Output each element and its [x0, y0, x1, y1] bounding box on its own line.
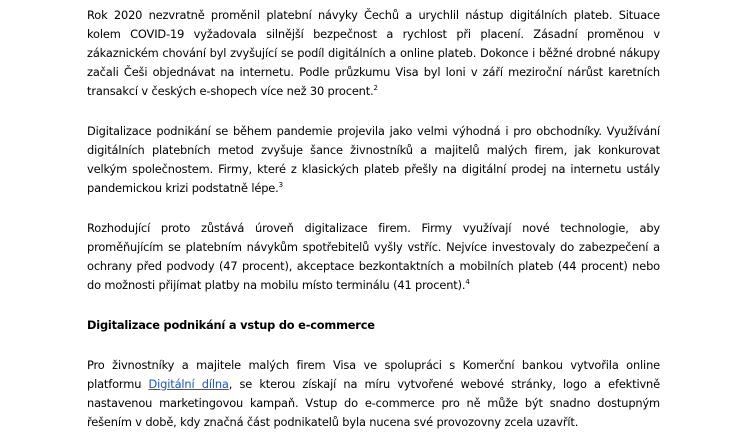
paragraph-text-after-link: , se kterou získají na míru vytvořené webové stránky, logo a efektivně nastavenou marketingovou kampaň. Vstup do e-commerce pro ně může být snadno dostupným řešením v době, kdy značná část podnikatelů byla nucena své provozovny zcela uzavřít.	[87, 377, 660, 429]
paragraph-text-before-link: Pro živnostníky a majitele malých firem Visa ve spolupráci s Komerční bankou vytvořila online platformu	[87, 358, 660, 391]
paragraph-text: Rozhodující proto zůstává úroveň digitalizace firem. Firmy využívají nové technologie, aby proměňujícím se platebním návykům spotřebitelů vyšly vstříc. Nejvíce investovaly do zabezpečení a ochrany před podvody (47 procent), akceptace bezkontaktních a mobilních plateb (44 procent) nebo do možnosti přijímat platby na mobilu místo terminálu (41 procent).	[87, 221, 660, 292]
footnote-marker: 3	[278, 181, 283, 189]
footnote-marker: 2	[373, 84, 378, 92]
footnote-marker: 4	[465, 278, 470, 286]
paragraph-covid-payments	[87, 6, 660, 101]
paragraph-gap	[87, 198, 660, 219]
document-page	[87, 6, 660, 432]
paragraph-gap	[87, 295, 660, 316]
paragraph-text: Rok 2020 nezvratně proměnil platební návyky Čechů a urychlil nástup digitálních plateb. Situace kolem COVID-19 vyžadovala silnější bezpečnost a rychlost při placení. Zásadní proměnou v zákaznickém chování byl zvyšující se podíl digitálních a online plateb. Dokonce i běžné drobné nákupy začali Češi objednávat na internetu. Podle průzkumu Visa byl loni v září meziroční nárůst karetních transakcí v českých e-shopech více než 30 procent.	[87, 8, 660, 98]
paragraph-digital-workshop	[87, 356, 660, 432]
paragraph-digitalization-level	[87, 219, 660, 295]
paragraph-merchant-digitalization	[87, 122, 660, 198]
section-heading: Digitalizace podnikání a vstup do e-commerce	[87, 318, 375, 332]
paragraph-gap	[87, 335, 660, 356]
digitalni-dilna-link[interactable]: Digitální dílna	[148, 377, 229, 391]
paragraph-gap	[87, 101, 660, 122]
paragraph-text: Digitalizace podnikání se během pandemie projevila jako velmi výhodná i pro obchodníky. Využívání digitálních platebních metod zvyšuje šance živnostníků a majitelů malých firem, jak konkurovat velkým společnostem. Firmy, které z klasických plateb přešly na digitální prodej na internetu ustály pandemickou krizi podstatně lépe.	[87, 124, 660, 195]
